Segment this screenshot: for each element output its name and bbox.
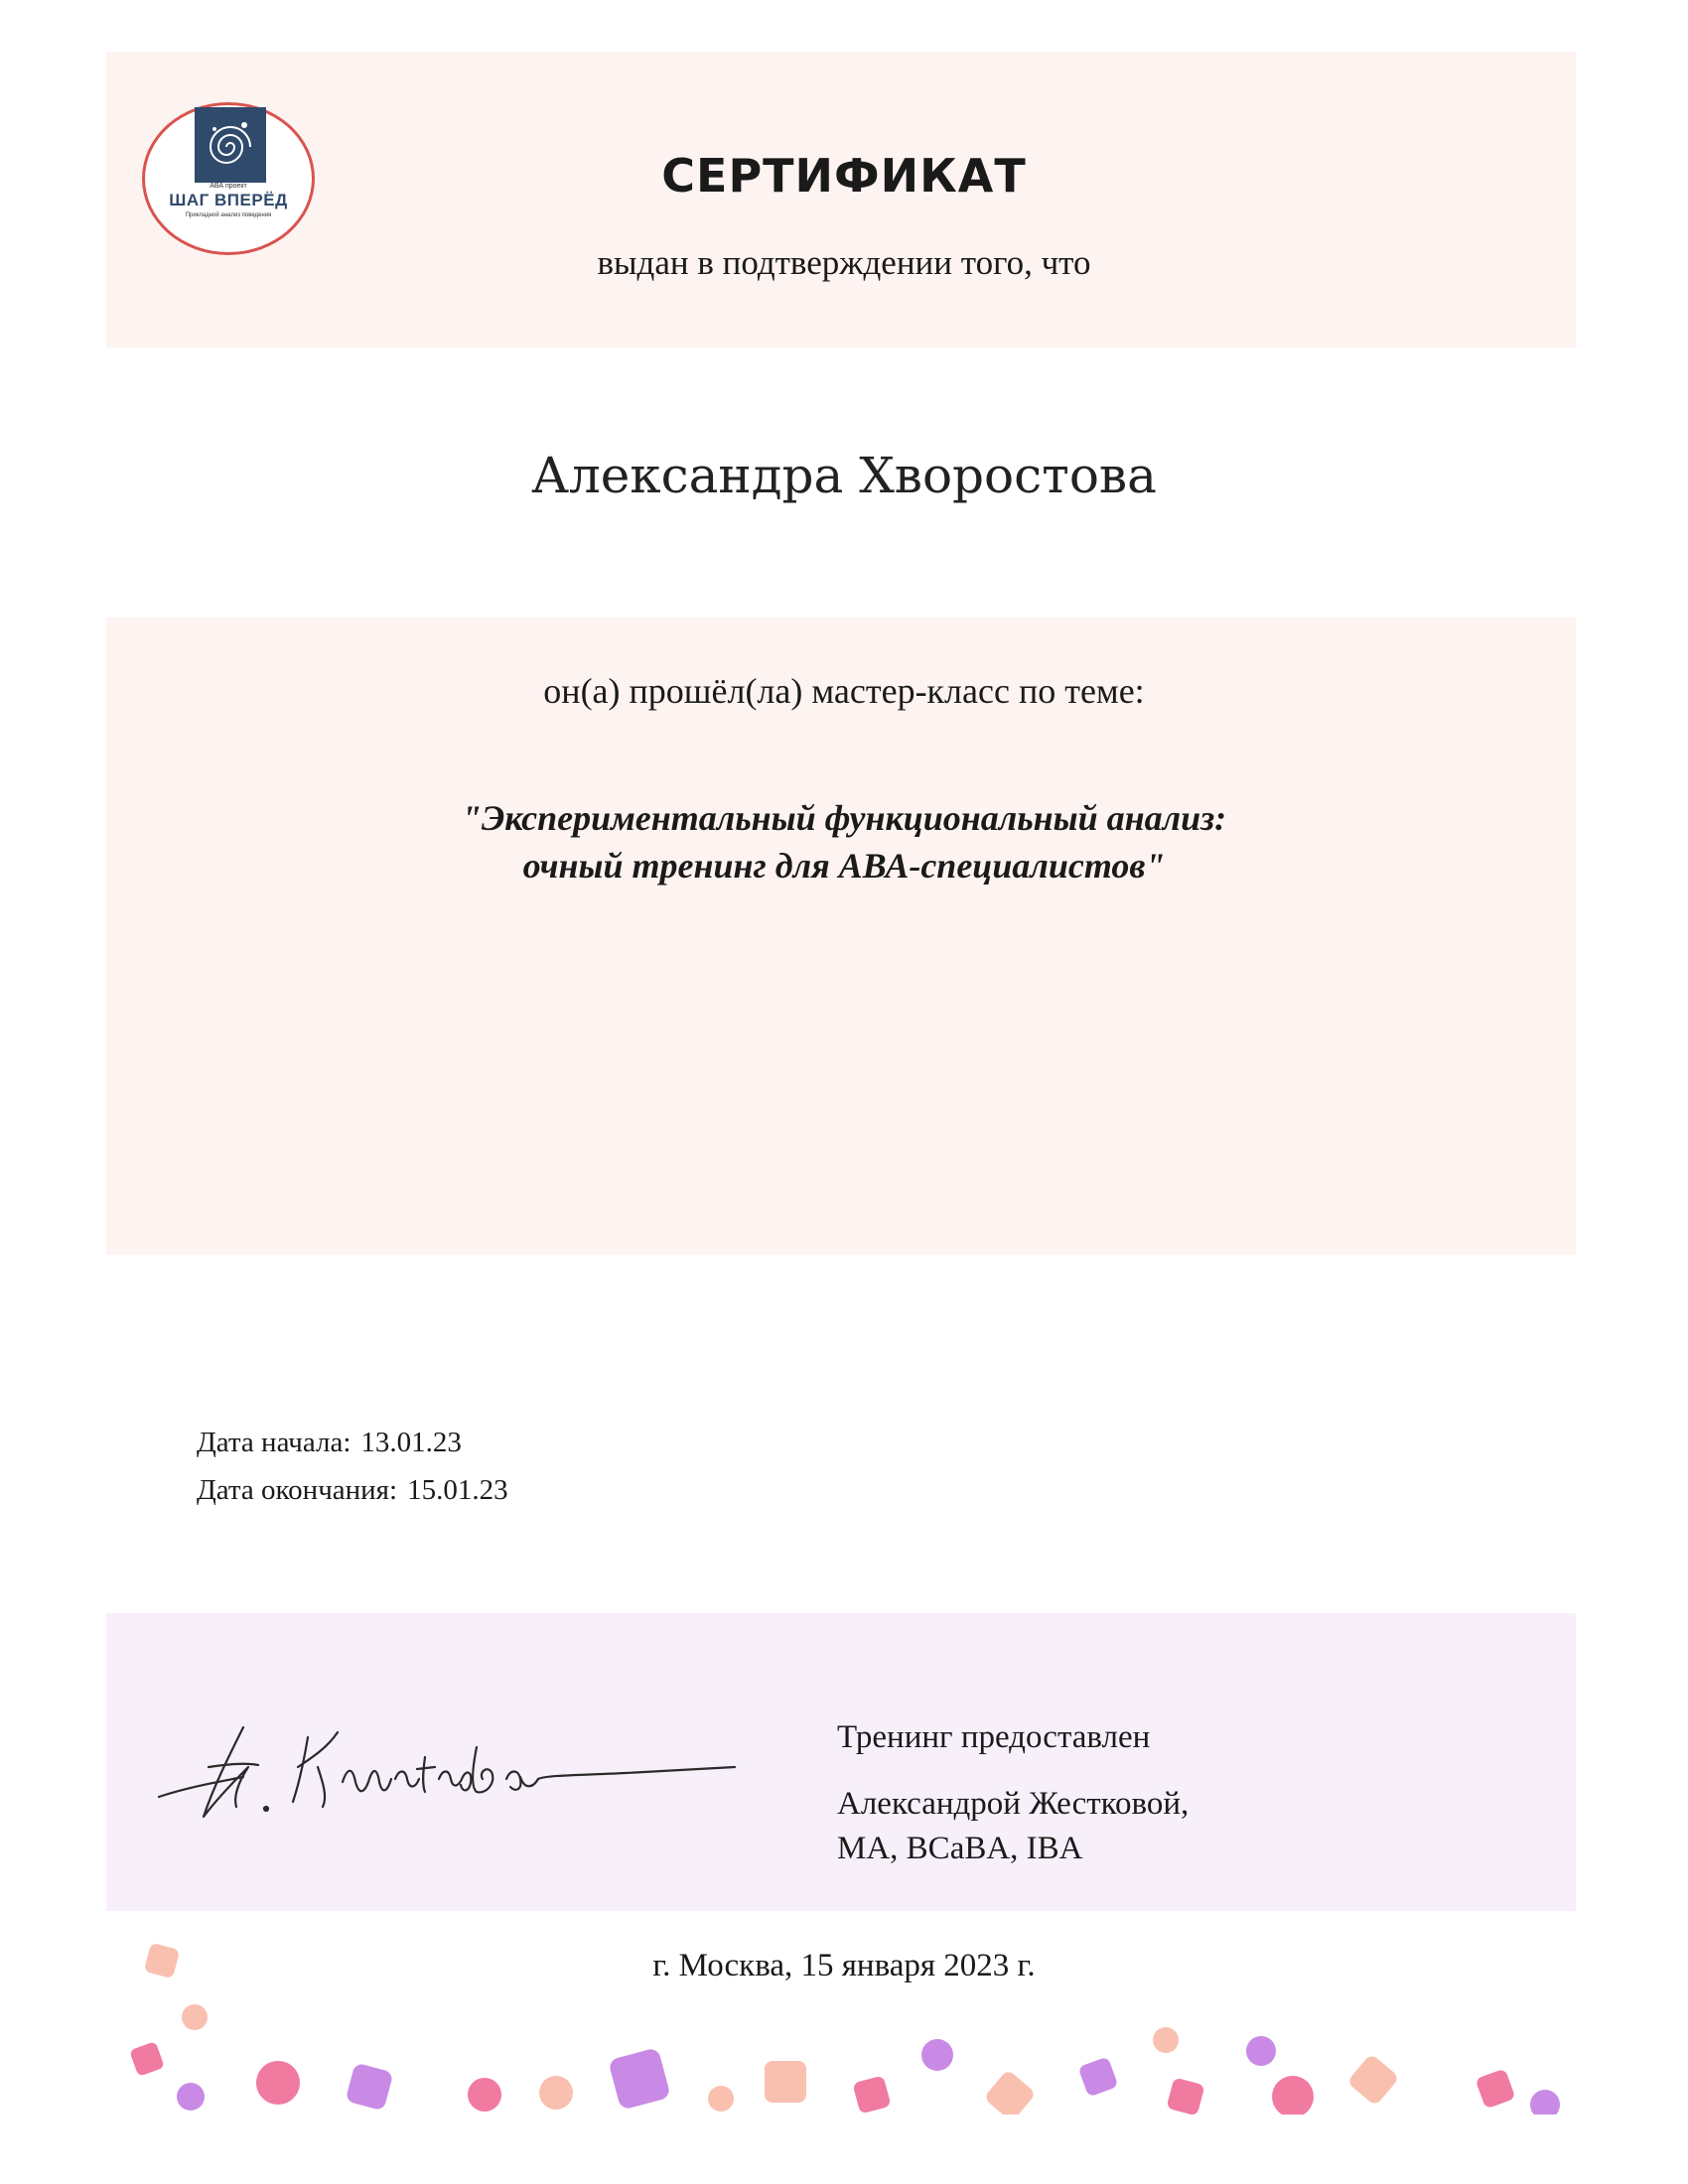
course-title-line-1: "Экспериментальный функциональный анализ: (461, 798, 1227, 838)
recipient-name: Александра Хворостова (531, 447, 1157, 504)
start-date-value: 13.01.23 (360, 1427, 462, 1458)
provider-credentials: MA, BCaBA, IBA (837, 1831, 1083, 1866)
end-date-value: 15.01.23 (407, 1474, 508, 1506)
logo-line-1: АВА проект (210, 183, 247, 190)
course-title (0, 794, 1688, 889)
end-date-row (197, 1474, 508, 1507)
confetti-decoration (0, 1916, 1688, 2119)
end-date-label: Дата окончания: (197, 1474, 398, 1506)
start-date-row (197, 1427, 462, 1459)
certificate-title: СЕРТИФИКАТ (661, 149, 1027, 203)
handwritten-signature (149, 1707, 745, 1842)
provider-name: Александрой Жестковой, (837, 1786, 1190, 1822)
provider-info (837, 1782, 1189, 1871)
logo-line-2: ШАГ ВПЕРЁД (169, 191, 288, 209)
course-title-line-2: очный тренинг для АВА-специалистов" (522, 846, 1166, 886)
certificate-subtitle: выдан в подтверждении того, что (597, 243, 1091, 282)
course-panel (106, 617, 1576, 1255)
logo-line-3: Прикладной анализ поведения (185, 212, 272, 218)
course-intro: он(а) прошёл(ла) мастер-класс по теме: (543, 671, 1145, 711)
start-date-label: Дата начала: (197, 1427, 352, 1458)
provided-by-label: Тренинг предоставлен (837, 1719, 1151, 1755)
place-and-date: г. Москва, 15 января 2023 г. (652, 1948, 1036, 1983)
